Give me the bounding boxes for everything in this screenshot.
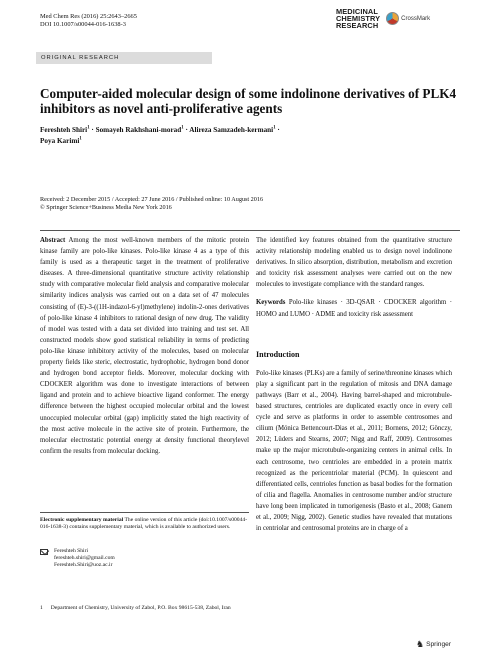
right-column <box>256 235 452 534</box>
article-type-banner: ORIGINAL RESEARCH <box>36 52 212 64</box>
crossmark-link[interactable] <box>386 12 430 25</box>
author-list: Fereshteh Shiri$^1$ · Somayeh Rakhshani-morad$^1$ · Alireza Samzadeh-kermani$^1$ · Poya Karimi$^1$ <box>40 125 280 145</box>
journal-volume-line: Med Chem Res (2016) 25:2643–2665 <box>40 13 137 20</box>
logo-line-3: RESEARCH <box>336 21 379 31</box>
article-title: Computer-aided molecular design of some indolinone derivatives of PLK4 inhibitors as novel anti-proliferative agents <box>40 86 457 116</box>
journal-citation <box>40 13 137 29</box>
author-affiliation-mark: 1 <box>181 125 184 131</box>
author-name[interactable]: Somayeh Rakhshani-morad <box>95 126 182 134</box>
author-affiliation-mark: 1 <box>79 136 82 142</box>
copyright-line: © Springer Science+Business Media New York 2016 <box>40 204 172 211</box>
divider <box>40 230 460 231</box>
esm-label: Electronic supplementary material <box>40 517 124 523</box>
crossmark-icon <box>386 12 399 25</box>
publication-history <box>40 196 460 212</box>
introduction-heading: Introduction <box>256 349 300 359</box>
abstract-continued: The identified key features obtained from the quantitative structure activity relationship modeling enabled us to design novel indolinone derivatives. In silico absorption, distribution, metabolism and excretion and toxicity risk assessment analyses were carried out on the new molecules to investigate compliance with the standard ranges. <box>256 237 452 289</box>
publisher-logo <box>416 640 451 649</box>
abstract-text: Among the most well-known members of the mitotic protein kinase family are polo-like kinases. Polo-like kinase 4 as a type of this family is used as a therapeutic target in the treatment of proliferative diseases. A three-dimensional quantitative structure activity relationship study with comparative molecular field analysis and comparative molecular similarity indices analysis was carried out on a data set of 47 molecules consisting of (E)-3-((1H-indazol-6-yl)methylene) indolin-2-ones derivatives of polo-like kinase 4 inhibitors to rational design of new drug. The validity of model was tested with a data set divided into training and test set. All constructed models show good statistical reliability in terms of predicting polo-like kinase inhibitory activity of the molecules, based on molecular property fields like steric, electrostatic, hydrophobic, hydrogen bond donor and hydrogen bond acceptor fields. Moreover, molecular docking with CDOCKER algorithm was done to investigate interactions of between ligand and protein and to achieve bioactive ligand conformer. The energy difference between the highest occupied molecular orbital and the lowest unoccupied molecular orbital (gap) implicitly stated the high reactivity of the most active molecule in the active site of protein. Furthermore, the molecular electrostatic potential energy at density functional theorylevel confirm the results from molecular docking. <box>40 237 249 455</box>
corresponding-email-2[interactable]: Fereshteh.Shiri@uoz.ac.ir <box>54 562 113 569</box>
abstract-block <box>40 235 249 457</box>
esm-text[interactable]: The online version of this article (doi:10.1007/s00044-016-1638-3) contains supplementary material, which is available to authorized users. <box>40 517 248 531</box>
corresponding-author-name: Fereshteh Shiri <box>54 548 89 554</box>
abstract-label: Abstract <box>40 237 66 244</box>
corresponding-email-1[interactable]: fereshteh.shiri@gmail.com <box>54 555 115 562</box>
crossmark-label: CrossMark <box>401 15 431 22</box>
logo-line-2: CHEMISTRY <box>336 14 381 24</box>
dates-line: Received: 2 December 2015 / Accepted: 27 June 2016 / Published online: 10 August 2016 <box>40 196 264 203</box>
author-name[interactable]: Alireza Samzadeh-kermani <box>189 126 274 134</box>
affiliation-note <box>40 605 249 612</box>
keywords-text: Polo-like kinases · 3D-QSAR · CDOCKER algorithm · HOMO and LUMO · ADME and toxicity risk assessment <box>256 299 452 318</box>
journal-logo-text <box>336 8 380 30</box>
introduction-text: Polo-like kinases (PLKs) are a family of serine/threonine kinases which play a significant part in the regulation of mitosis and DNA damage pathways (Barr et al., 2004). Having barrel-shaped and microtubule-based structures, centrioles are duplicated exactly once in every cell cycle and serve as platforms in order to assemble centrosomes and cilium (Mónica Bettencourt-Dias et al., 2011; Bornens, 2012; Gönczy, 2012; Lüders and Stearns, 2007; Nigg and Raff, 2009). Centrosomes make up the major microtubule-organizing centers in animal cells. In each centrosome, two centrioles are embedded in a protein matrix recognized as the pericentriolar material (PCM). In quiescent and differentiated cells, centrioles function as basal bodies for the formation of cilia and flagella. Anomalies in centrosome number and/or structure have long been implicated in tumorigenesis (Basto et al., 2008; Ganem et al., 2009; Nigg, 2002). Genetic studies have revealed that mutations in centriolar and centrosomal proteins are in charge of a <box>256 369 452 533</box>
corresponding-author <box>40 548 249 570</box>
springer-horse-icon: ♞ <box>416 639 425 649</box>
envelope-icon <box>40 549 48 555</box>
affiliation-number: 1 <box>40 605 43 611</box>
author-affiliation-mark: 1 <box>273 125 276 131</box>
logo-line-1: MEDICINAL <box>336 7 378 16</box>
journal-logo <box>336 8 430 30</box>
author-name[interactable]: Poya Karimi <box>40 137 80 145</box>
footnote-divider <box>40 512 249 513</box>
doi-line: DOI 10.1007/s00044-016-1638-3 <box>40 21 126 28</box>
publisher-name: Springer <box>426 641 452 648</box>
keywords-label: Keywords <box>256 299 286 307</box>
author-affiliation-mark: 1 <box>87 125 90 131</box>
affiliation-text: Department of Chemistry, University of Zabol, P.O. Box 98615-538, Zabol, Iran <box>50 605 231 611</box>
author-name[interactable]: Fereshteh Shiri <box>40 126 88 134</box>
keywords-block <box>256 297 452 319</box>
esm-note <box>40 517 249 531</box>
